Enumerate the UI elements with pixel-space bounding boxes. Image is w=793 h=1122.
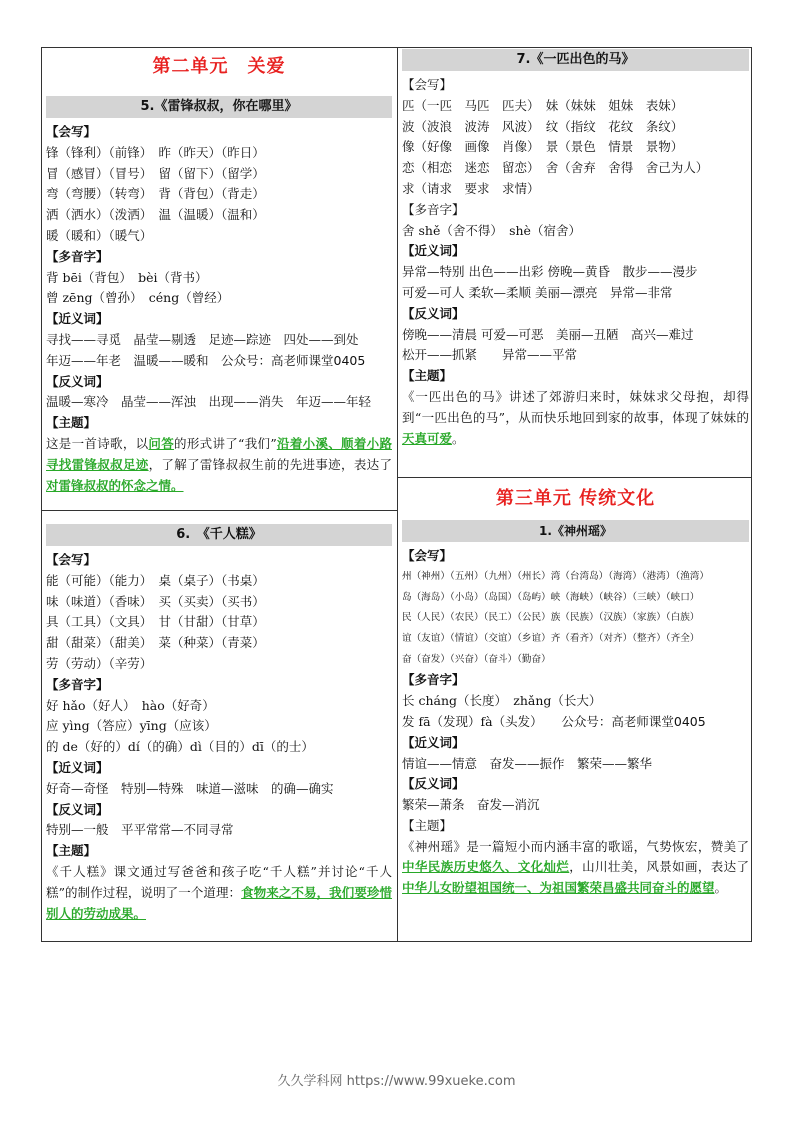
section-duoyin: 【多音字】 [46,248,109,264]
theme-text: 的形式讲了“我们” [174,435,277,451]
duoyin-line: 的 de（好的）dí（的确）dì（目的）dī（的士） [46,739,314,755]
theme-text: 《神州瑶》是一篇短小而内涵丰富的歌谣，气势恢宏，赞美了 [402,838,749,854]
duoyin-line: 好 hǎo（好人） hào（好奇） [46,697,215,713]
duoyin-line [402,712,749,733]
jinyi-line: 寻找——寻觅 晶莹—剔透 足迹—踪迹 四处——到处 [46,331,359,347]
theme-text: ，山川壮美，风景如画，表达了 [569,859,749,875]
huixie-line: 暖（暖和）（暖气） [46,227,153,243]
left-section-divider [41,510,397,511]
theme-paragraph [402,387,749,449]
jinyi-line: 可爱—可人 柔软—柔顺 美丽—漂亮 异常—非常 [402,284,673,300]
fanyi-line: 傍晚——清晨 可爱—可恶 美丽—丑陋 高兴—难过 [402,326,694,342]
huixie-line: 味（味道）（香味） 买（买卖）（买书） [46,593,265,609]
huixie-line: 劳（劳动）（辛劳） [46,655,153,671]
section-zhuti: 【主题】 [46,843,97,859]
theme-highlight: 问答 [148,435,175,451]
huixie-line: 能（可能）（能力） 桌（桌子）（书桌） [46,572,265,588]
huixie-line: 像（好像 画像 肖像） 景（景色 情景 景物） [402,139,684,155]
jinyi-text: 年迈——年老 温暖——暖和 [46,352,209,368]
unit3-title: 第三单元 传统文化 [495,488,656,509]
duoyin-line: 背 bēi（背包） bèi（背书） [46,269,208,285]
unit2-title: 第二单元 关爱 [152,56,286,77]
section-duoyin: 【多音字】 [46,676,109,692]
jinyi-line: 好奇—奇怪 特别—特殊 味道—滋味 的确—确实 [46,780,334,796]
footer-watermark: 久久学科网 https://www.99xueke.com [277,1074,516,1089]
duoyin-line: 应 yìng（答应）yīng（应该） [46,718,217,734]
huixie-line: 冒（感冒）（冒号） 留（留下）（留学） [46,165,265,181]
section-jinyi: 【近义词】 [402,734,465,750]
huixie-line: 州（神州）（五州）（九州）（州长）湾（台湾岛）（海湾）（港湾）（渔湾） [402,570,709,582]
lesson7-panel [402,49,749,449]
huixie-line: 甜（甜菜）（甜美） 菜（种菜）（青菜） [46,635,265,651]
lesson1-title: 1.《神州瑶》 [402,520,749,542]
duoyin-text: 发 fā（发现）fà（头发） [402,713,537,729]
theme-text: 。 [714,880,728,896]
theme-highlight: 沿着小溪、顺着小路寻找雷锋叔叔足迹 [46,435,392,472]
jinyi-line [46,351,392,372]
jinyi-line: 情谊——情意 奋发——振作 繁荣——繁华 [402,755,653,771]
huixie-line: 恋（相恋 迷恋 留恋） 舍（舍弃 舍得 舍己为人） [402,160,709,176]
theme-highlight: 中华儿女盼望祖国统一、为祖国繁荣昌盛共同奋斗的愿望 [402,880,715,896]
huixie-line: 锋（锋利）（前锋） 昨（昨天）（昨日） [46,144,265,160]
huixie-line: 具（工具）（文具） 甘（甘甜）（甘草） [46,614,265,630]
lesson5-panel [46,52,392,496]
theme-text: ，了解了雷锋叔叔生前的先进事迹，表达了 [148,456,392,472]
theme-text: 这是一首诗歌，以 [46,435,149,451]
theme-highlight: 中华民族历史悠久、文化灿烂 [402,859,570,875]
theme-paragraph [402,837,749,899]
section-fanyi: 【反义词】 [46,801,109,817]
section-zhuti: 【主题】 [402,368,453,384]
section-huixie: 【会写】 [46,124,97,139]
right-section-divider [397,477,752,478]
section-jinyi: 【近义词】 [46,759,109,775]
huixie-line: 洒（洒水）（泼洒） 温（温暖）（温和） [46,207,265,223]
section-huixie: 【会写】 [402,548,453,563]
section-fanyi: 【反义词】 [402,305,465,321]
huixie-line: 弯（弯腰）（转弯） 背（背包）（背走） [46,186,265,202]
section-duoyin: 【多音字】 [402,201,465,217]
fanyi-line: 温暖—寒冷 晶莹——浑浊 出现——消失 年迈——年轻 [46,394,372,410]
theme-text: 《一匹出色的马》讲述了郊游归来时，妹妹求父母抱，却得到“一匹出色的马”，从而快乐地回到家的故事，体现了妹妹的 [402,388,749,425]
section-huixie: 【会写】 [402,77,453,92]
section-duoyin: 【多音字】 [402,672,465,688]
theme-highlight: 对雷锋叔叔的怀念之情。 [46,477,184,493]
section-jinyi: 【近义词】 [402,243,465,259]
wechat-account: 公众号：高老师课堂0405 [561,713,706,729]
column-divider [397,47,398,942]
section-jinyi: 【近义词】 [46,311,109,327]
lesson6-panel [46,524,392,924]
theme-text: 。 [452,430,465,446]
section-zhuti: 【主题】 [46,415,97,431]
lesson5-title: 5.《雷锋叔叔，你在哪里》 [46,96,392,118]
duoyin-line: 曾 zēng（曾孙） céng（曾经） [46,290,230,306]
theme-paragraph [46,862,392,924]
section-fanyi: 【反义词】 [46,373,109,389]
huixie-line: 谊（友谊）（情谊）（交谊）（乡谊）齐（看齐）（对齐）（整齐）（齐全） [402,632,700,644]
huixie-line: 波（波浪 波涛 风波） 纹（指纹 花纹 条纹） [402,118,684,134]
fanyi-line: 松开——抓紧 异常——平常 [402,347,578,363]
lesson7-title: 7.《一匹出色的马》 [402,49,749,71]
lesson6-title: 6. 《千人糕》 [46,524,392,546]
huixie-line: 奋（奋发）（兴奋）（奋斗）（勤奋） [402,653,551,665]
section-fanyi: 【反义词】 [402,776,465,792]
theme-paragraph [46,434,392,496]
duoyin-line: 舍 shě（舍不得） shè（宿舍） [402,222,581,238]
huixie-line: 民（人民）（农民）（民工）（公民）族（民族）（汉族）（家族）（白族） [402,612,700,624]
theme-highlight: 天真可爱 [402,430,453,446]
theme-text: 《千人糕》课文通过写爸爸和孩子吃“千人糕”并讨论“千人糕”的制作过程，说明了一个道理： [46,863,392,900]
huixie-line: 匹（一匹 马匹 匹夫） 妹（妹妹 姐妹 表妹） [402,97,684,113]
huixie-line: 求（请求 要求 求情） [402,180,540,196]
wechat-account: 公众号：高老师课堂0405 [221,352,366,368]
jinyi-line: 异常—特别 出色——出彩 傍晚—黄昏 散步——漫步 [402,264,698,280]
section-huixie: 【会写】 [46,552,97,567]
theme-highlight: 食物来之不易，我们要珍惜别人的劳动成果。 [46,884,392,921]
section-zhuti: 【主题】 [402,817,453,833]
unit3-panel [402,482,749,899]
fanyi-line: 繁荣—萧条 奋发—消沉 [402,797,540,813]
huixie-line: 岛（海岛）（小岛）（岛国）（岛屿）峡（海峡）（峡谷）（三峡）（峡口） [402,591,700,603]
duoyin-line: 长 cháng（长度） zhǎng（长大） [402,693,602,709]
fanyi-line: 特别—一般 平平常常—不同寻常 [46,822,234,838]
